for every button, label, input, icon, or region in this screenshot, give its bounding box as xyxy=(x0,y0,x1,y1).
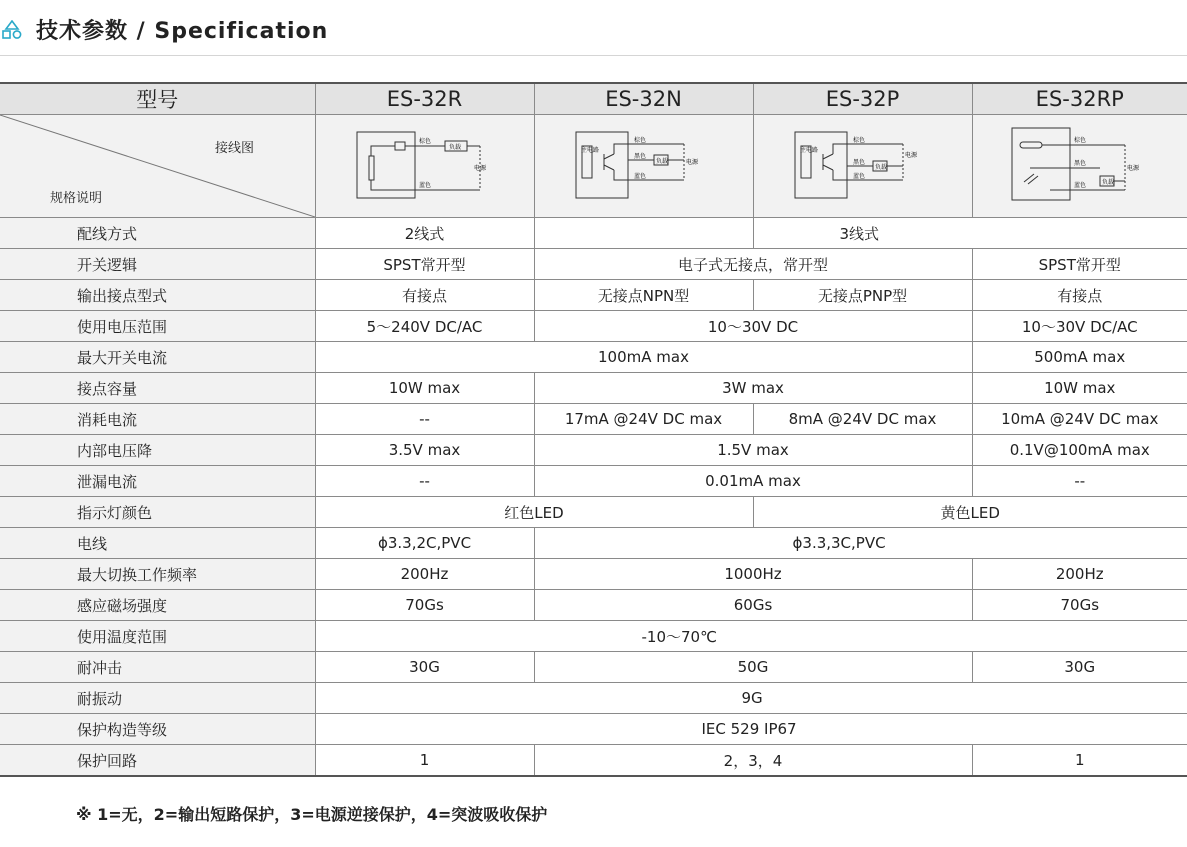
wire-brown-label: 棕色 xyxy=(633,137,646,144)
spec-cell: 1 xyxy=(315,745,534,777)
wire-blue-label: 蓝色 xyxy=(418,182,431,189)
spec-cell: 9G xyxy=(315,683,1187,714)
spec-cell: SPST常开型 xyxy=(972,249,1187,280)
wiring-diagram-p-icon xyxy=(793,124,933,204)
spec-row-shock-resistance xyxy=(0,652,1187,683)
wire-black-label: 黑色 xyxy=(633,153,646,160)
spec-row-voltage-drop xyxy=(0,435,1187,466)
row-label: 感应磁场强度 xyxy=(0,590,315,621)
row-label: 内部电压降 xyxy=(0,435,315,466)
spec-cell: -10～70℃ xyxy=(315,621,1187,652)
spec-cell: 100mA max xyxy=(315,342,972,373)
spec-cell: 50G xyxy=(534,652,972,683)
spec-cell xyxy=(534,218,753,249)
spec-cell: 10W max xyxy=(972,373,1187,404)
power-label: 电源 xyxy=(1126,165,1139,172)
wire-blue-label: 蓝色 xyxy=(1073,182,1086,189)
row-label: 最大开关电流 xyxy=(0,342,315,373)
spec-cell: 1.5V max xyxy=(534,435,972,466)
spec-cell: 500mA max xyxy=(972,342,1187,373)
row-label: 保护构造等级 xyxy=(0,714,315,745)
spec-cell: 红色LED xyxy=(315,497,753,528)
wiring-diagram-es-32n xyxy=(534,115,753,218)
spec-cell: 10mA @24V DC max xyxy=(972,404,1187,435)
spec-cell: 200Hz xyxy=(315,559,534,590)
spec-cell: ϕ3.3,2C,PVC xyxy=(315,528,534,559)
spec-cell: 8mA @24V DC max xyxy=(753,404,972,435)
row-label: 指示灯颜色 xyxy=(0,497,315,528)
model-es-32rp: ES-32RP xyxy=(972,83,1187,115)
spec-cell: 无接点PNP型 xyxy=(753,280,972,311)
page-header xyxy=(0,0,1187,56)
model-es-32r: ES-32R xyxy=(315,83,534,115)
triangle-square-circle-icon xyxy=(2,20,22,40)
diagonal-line xyxy=(0,115,315,217)
spec-row-switch-logic xyxy=(0,249,1187,280)
power-label: 电源 xyxy=(685,159,698,166)
spec-cell: 无接点NPN型 xyxy=(534,280,753,311)
spec-cell: -- xyxy=(315,404,534,435)
spec-cell: 60Gs xyxy=(534,590,972,621)
main-circuit-label: 主电路 xyxy=(580,147,599,154)
spec-cell: 70Gs xyxy=(972,590,1187,621)
spec-description-header: 规格说明 xyxy=(50,191,103,206)
model-es-32p: ES-32P xyxy=(753,83,972,115)
power-label: 电源 xyxy=(904,152,917,159)
model-label: 型号 xyxy=(0,83,315,115)
spec-cell: 3线式 xyxy=(753,218,1187,249)
spec-row-voltage-range xyxy=(0,311,1187,342)
power-label: 电源 xyxy=(473,165,486,172)
row-label: 最大切换工作频率 xyxy=(0,559,315,590)
spec-cell: 1000Hz xyxy=(534,559,972,590)
wire-blue-label: 蓝色 xyxy=(852,173,865,180)
wiring-diagram-header: 接线图 xyxy=(215,141,255,156)
row-label: 配线方式 xyxy=(0,218,315,249)
spec-row-protection-circuit xyxy=(0,745,1187,777)
spec-row-indicator-color xyxy=(0,497,1187,528)
main-circuit-label: 主电路 xyxy=(799,147,818,154)
wiring-diagram-r-icon xyxy=(355,124,495,204)
load-label: 负载 xyxy=(1101,179,1114,186)
wiring-diagram-row xyxy=(0,115,1187,218)
spec-cell: 0.1V@100mA max xyxy=(972,435,1187,466)
model-header-row xyxy=(0,83,1187,115)
row-label: 使用电压范围 xyxy=(0,311,315,342)
spec-cell: 电子式无接点，常开型 xyxy=(534,249,972,280)
wire-blue-label: 蓝色 xyxy=(633,173,646,180)
spec-row-max-frequency xyxy=(0,559,1187,590)
row-label: 使用温度范围 xyxy=(0,621,315,652)
spec-row-vibration-resistance xyxy=(0,683,1187,714)
row-label: 保护回路 xyxy=(0,745,315,777)
row-label: 耐振动 xyxy=(0,683,315,714)
row-label: 接点容量 xyxy=(0,373,315,404)
spec-row-magnetic-field xyxy=(0,590,1187,621)
spec-cell: 有接点 xyxy=(972,280,1187,311)
spec-cell: 2，3，4 xyxy=(534,745,972,777)
spec-cell: 10～30V DC/AC xyxy=(972,311,1187,342)
spec-cell: 10W max xyxy=(315,373,534,404)
spec-row-output-type xyxy=(0,280,1187,311)
row-label: 泄漏电流 xyxy=(0,466,315,497)
wiring-diagram-es-32p xyxy=(753,115,972,218)
wiring-diagram-n-icon xyxy=(574,124,714,204)
spec-row-wiring-method xyxy=(0,218,1187,249)
wire-brown-label: 棕色 xyxy=(418,138,431,145)
spec-cell: 0.01mA max xyxy=(534,466,972,497)
spec-cell: 2线式 xyxy=(315,218,534,249)
diagonal-header-cell xyxy=(0,115,315,218)
spec-cell: 3.5V max xyxy=(315,435,534,466)
row-label: 电线 xyxy=(0,528,315,559)
spec-cell: 17mA @24V DC max xyxy=(534,404,753,435)
header-divider xyxy=(0,55,1187,56)
spec-row-protection-grade xyxy=(0,714,1187,745)
spec-cell: IEC 529 IP67 xyxy=(315,714,1187,745)
row-label: 开关逻辑 xyxy=(0,249,315,280)
wiring-diagram-rp-icon xyxy=(1010,124,1150,204)
spec-cell: 有接点 xyxy=(315,280,534,311)
spec-cell: -- xyxy=(315,466,534,497)
spec-cell: 200Hz xyxy=(972,559,1187,590)
spec-cell: ϕ3.3,3C,PVC xyxy=(534,528,1187,559)
spec-row-leakage-current xyxy=(0,466,1187,497)
spec-cell: -- xyxy=(972,466,1187,497)
wiring-diagram-es-32rp xyxy=(972,115,1187,218)
wire-brown-label: 棕色 xyxy=(1073,137,1086,144)
spec-row-cable xyxy=(0,528,1187,559)
wire-brown-label: 棕色 xyxy=(852,137,865,144)
spec-cell: 30G xyxy=(315,652,534,683)
wiring-diagram-es-32r xyxy=(315,115,534,218)
row-label: 输出接点型式 xyxy=(0,280,315,311)
spec-cell: 1 xyxy=(972,745,1187,777)
load-label: 负载 xyxy=(655,158,668,165)
spec-cell: SPST常开型 xyxy=(315,249,534,280)
row-label: 耐冲击 xyxy=(0,652,315,683)
spec-row-max-switch-current xyxy=(0,342,1187,373)
wire-black-label: 黑色 xyxy=(852,159,865,166)
footnote: ※ 1=无，2=输出短路保护，3=电源逆接保护，4=突波吸收保护 xyxy=(76,805,548,824)
load-label: 负载 xyxy=(874,164,887,171)
spec-cell: 黄色LED xyxy=(753,497,1187,528)
spec-cell: 5～240V DC/AC xyxy=(315,311,534,342)
spec-row-contact-capacity xyxy=(0,373,1187,404)
model-es-32n: ES-32N xyxy=(534,83,753,115)
spec-cell: 10～30V DC xyxy=(534,311,972,342)
row-label: 消耗电流 xyxy=(0,404,315,435)
spec-row-temperature-range xyxy=(0,621,1187,652)
spec-cell: 30G xyxy=(972,652,1187,683)
spec-table xyxy=(0,82,1187,777)
spec-cell: 3W max xyxy=(534,373,972,404)
wire-black-label: 黑色 xyxy=(1073,160,1086,167)
spec-row-consumption-current xyxy=(0,404,1187,435)
page-title: 技术参数 / Specification xyxy=(36,19,329,44)
spec-cell: 70Gs xyxy=(315,590,534,621)
load-label: 负载 xyxy=(448,144,461,151)
